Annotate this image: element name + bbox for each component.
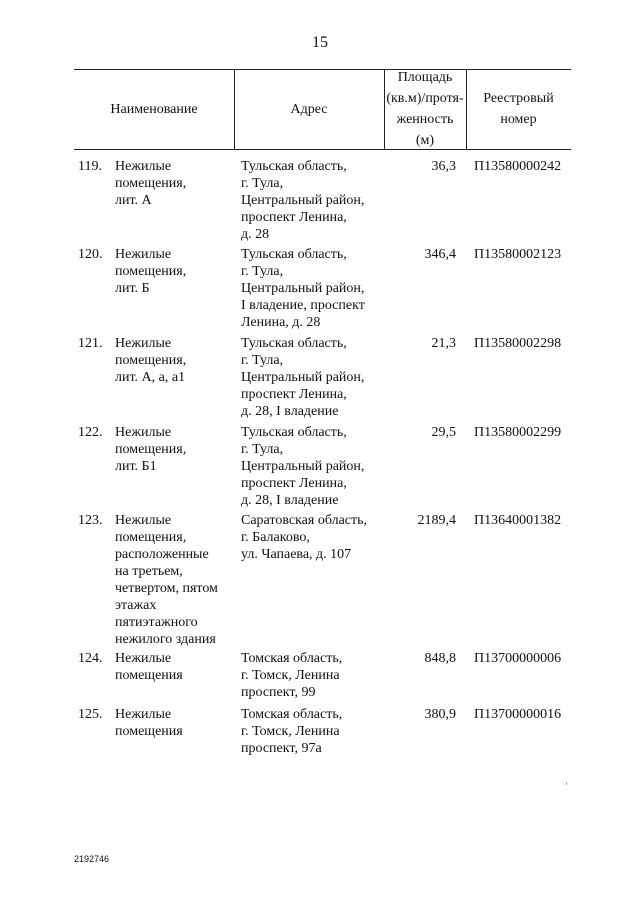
row-area: 848,8 bbox=[424, 651, 456, 666]
row-number: 119. bbox=[78, 159, 102, 174]
row-name-line: нежилого здания bbox=[115, 632, 216, 647]
row-name bbox=[115, 335, 234, 386]
column-header-name bbox=[74, 69, 234, 149]
row-address-line: д. 28, I владение bbox=[241, 493, 339, 508]
row-address-line: проспект Ленина, bbox=[241, 210, 347, 225]
row-name bbox=[115, 158, 234, 209]
row-number: 121. bbox=[78, 336, 103, 351]
row-registry-number: П13640001382 bbox=[474, 513, 562, 528]
row-address-line: Тульская область, bbox=[241, 159, 347, 174]
row-name-line: расположенные bbox=[115, 547, 209, 562]
row-registry-number: П13700000006 bbox=[474, 651, 562, 666]
row-name-line: на третьем, bbox=[115, 564, 183, 579]
row-address-line: проспект Ленина, bbox=[241, 387, 347, 402]
row-name bbox=[115, 650, 234, 684]
row-name bbox=[115, 512, 234, 648]
row-address-line: г. Томск, Ленина bbox=[241, 668, 340, 683]
row-address-line: Центральный район, bbox=[241, 193, 365, 208]
row-registry-number: П13700000016 bbox=[474, 707, 562, 722]
row-address-line: д. 28, I владение bbox=[241, 404, 339, 419]
row-name-line: Нежилые bbox=[115, 336, 172, 351]
row-address bbox=[241, 158, 383, 243]
row-area: 380,9 bbox=[424, 707, 456, 722]
row-name-line: Нежилые bbox=[115, 159, 172, 174]
row-name-line: лит. Б bbox=[115, 281, 150, 296]
column-header-area-line: женность bbox=[396, 112, 454, 127]
row-name-line: помещения, bbox=[115, 530, 187, 545]
row-address bbox=[241, 246, 383, 331]
row-name-line: лит. А bbox=[115, 193, 152, 208]
row-address-line: г. Томск, Ленина bbox=[241, 724, 340, 739]
row-name-line: Нежилые bbox=[115, 425, 172, 440]
row-name-line: Нежилые bbox=[115, 513, 172, 528]
page-number: 15 bbox=[312, 34, 328, 51]
row-address-line: Ленина, д. 28 bbox=[241, 315, 321, 330]
row-registry-number: П13580000242 bbox=[474, 159, 562, 174]
row-name-line: помещения, bbox=[115, 264, 187, 279]
row-area: 21,3 bbox=[431, 336, 456, 351]
row-name-line: помещения bbox=[115, 724, 183, 739]
row-address bbox=[241, 335, 383, 420]
row-number: 125. bbox=[78, 707, 103, 722]
column-header-area-line: (кв.м)/протя- bbox=[386, 91, 464, 106]
column-header-area bbox=[384, 69, 466, 149]
row-address-line: Томская область, bbox=[241, 707, 343, 722]
row-name-line: лит. А, а, а1 bbox=[115, 370, 186, 385]
column-header-registry-line: Реестровый bbox=[483, 91, 554, 106]
row-name-line: лит. Б1 bbox=[115, 459, 157, 474]
row-name-line: Нежилые bbox=[115, 707, 172, 722]
row-address-line: д. 28 bbox=[241, 227, 270, 242]
row-name bbox=[115, 424, 234, 475]
row-number: 123. bbox=[78, 513, 103, 528]
row-name-line: пятиэтажного bbox=[115, 615, 198, 630]
row-address-line: проспект, 99 bbox=[241, 685, 316, 700]
row-address-line: Тульская область, bbox=[241, 247, 347, 262]
column-header-address bbox=[234, 69, 384, 149]
row-area: 36,3 bbox=[431, 159, 456, 174]
row-name-line: помещения, bbox=[115, 353, 187, 368]
row-area: 346,4 bbox=[424, 247, 456, 262]
row-name-line: Нежилые bbox=[115, 651, 172, 666]
column-header-area-line: (м) bbox=[415, 133, 435, 148]
row-address-line: I владение, проспект bbox=[241, 298, 365, 313]
row-address-line: г. Тула, bbox=[241, 264, 284, 279]
row-name-line: помещения, bbox=[115, 176, 187, 191]
table-header-bottom-rule bbox=[74, 149, 571, 150]
row-registry-number: П13580002298 bbox=[474, 336, 562, 351]
row-address-line: ул. Чапаева, д. 107 bbox=[241, 547, 352, 562]
row-address-line: Центральный район, bbox=[241, 370, 365, 385]
row-address-line: проспект Ленина, bbox=[241, 476, 347, 491]
row-address-line: Центральный район, bbox=[241, 459, 365, 474]
row-area: 29,5 bbox=[431, 425, 456, 440]
column-header-area-line: Площадь bbox=[397, 70, 453, 85]
scan-speck: ’ bbox=[565, 781, 568, 791]
row-number: 124. bbox=[78, 651, 103, 666]
row-address bbox=[241, 424, 383, 509]
column-header-registry-line: номер bbox=[500, 112, 537, 127]
row-address-line: г. Тула, bbox=[241, 176, 284, 191]
row-name-line: помещения bbox=[115, 668, 183, 683]
row-address-line: Томская область, bbox=[241, 651, 343, 666]
row-address-line: Тульская область, bbox=[241, 425, 347, 440]
row-registry-number: П13580002299 bbox=[474, 425, 562, 440]
row-name-line: Нежилые bbox=[115, 247, 172, 262]
row-address-line: Саратовская область, bbox=[241, 513, 368, 528]
column-header-name-text: Наименование bbox=[110, 101, 198, 117]
row-registry-number: П13580002123 bbox=[474, 247, 562, 262]
row-address-line: г. Тула, bbox=[241, 442, 284, 457]
row-name bbox=[115, 706, 234, 740]
row-address bbox=[241, 706, 383, 757]
document-code: 2192746 bbox=[74, 854, 110, 864]
row-number: 120. bbox=[78, 247, 103, 262]
row-address bbox=[241, 512, 383, 563]
row-address-line: Тульская область, bbox=[241, 336, 347, 351]
row-number: 122. bbox=[78, 425, 103, 440]
row-name-line: этажах bbox=[115, 598, 157, 613]
column-header-address-text: Адрес bbox=[290, 101, 328, 117]
row-name bbox=[115, 246, 234, 297]
row-area: 2189,4 bbox=[417, 513, 456, 528]
column-header-registry bbox=[466, 69, 571, 149]
row-address-line: г. Тула, bbox=[241, 353, 284, 368]
row-name-line: помещения, bbox=[115, 442, 187, 457]
row-address-line: Центральный район, bbox=[241, 281, 365, 296]
row-address bbox=[241, 650, 383, 701]
row-address-line: г. Балаково, bbox=[241, 530, 310, 545]
row-name-line: четвертом, пятом bbox=[115, 581, 218, 596]
row-address-line: проспект, 97а bbox=[241, 741, 322, 756]
